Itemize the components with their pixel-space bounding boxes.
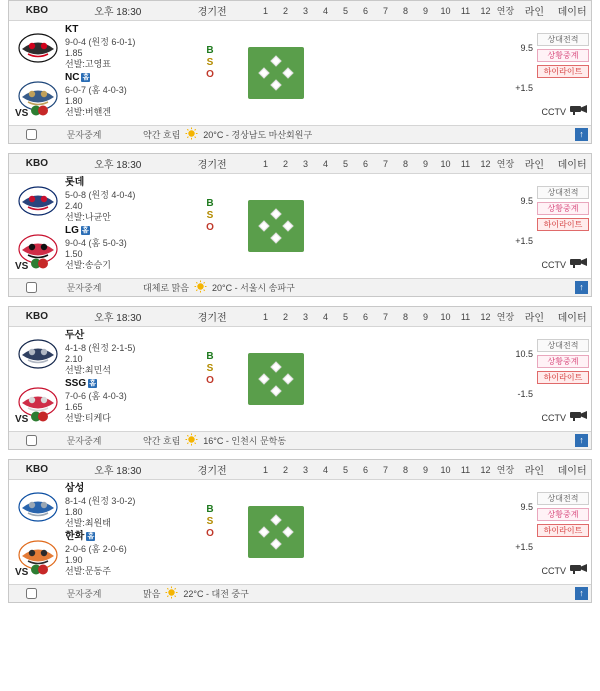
team-record: 5-0-8 (원정 4-0-4) [65, 189, 136, 200]
inning-header [254, 463, 516, 476]
weather-condition: 대체로 맑음 [143, 283, 189, 293]
team-info [61, 378, 127, 423]
action-buttons [537, 33, 589, 81]
inning-5: 5 [342, 464, 348, 475]
inning-2: 2 [282, 158, 288, 169]
out-indicator: O [206, 528, 214, 539]
game-card-body [9, 21, 591, 125]
weather-condition: 맑음 [143, 589, 161, 599]
team-era: 2.10 [65, 353, 83, 364]
select-checkbox-wrap [9, 588, 53, 599]
home-badge: 홈 [87, 533, 95, 541]
weather-info [115, 586, 591, 601]
odds-over: 9.5 [520, 502, 533, 512]
team-info [61, 330, 135, 375]
scroll-top-button[interactable]: ↑ [575, 281, 588, 294]
team-record: 7-0-6 (홈 4-0-3) [65, 390, 127, 401]
inning-2: 2 [282, 464, 288, 475]
weather-temp: 20°C - 서울시 송파구 [211, 283, 295, 293]
cctv-icon[interactable] [569, 409, 589, 427]
vs-icon [31, 410, 49, 428]
starting-pitcher: 선발:티케다 [65, 412, 111, 423]
inning-header [254, 310, 516, 323]
select-checkbox-wrap [9, 129, 53, 140]
team-era: 1.50 [65, 248, 83, 259]
textcast-button[interactable]: 문자중계 [66, 436, 102, 446]
team-record: 8-1-4 (원정 3-0-2) [65, 495, 136, 506]
inning-11: 11 [460, 311, 471, 322]
action-buttons [537, 186, 589, 234]
cctv-row[interactable] [542, 562, 590, 580]
inning-1: 1 [262, 311, 268, 322]
textcast-button[interactable]: 문자중계 [66, 283, 102, 293]
inning-8: 8 [402, 464, 408, 475]
base-diamond [231, 21, 321, 125]
diamond [248, 506, 304, 558]
cctv-label: CCTV [541, 260, 566, 270]
weather-info [115, 127, 591, 142]
cctv-icon[interactable] [569, 103, 589, 121]
spacer [321, 174, 491, 278]
weather-temp: 22°C - 대전 중구 [183, 589, 249, 599]
odds-panel [491, 174, 591, 278]
inning-7: 7 [382, 5, 388, 16]
team-info [61, 483, 135, 528]
home-badge: 홈 [82, 74, 90, 82]
team-info [61, 177, 135, 222]
team-name: LG 홈 [65, 225, 89, 237]
highlight-button[interactable]: 하이라이트 [537, 524, 589, 537]
inning-연장: 연장 [496, 6, 515, 16]
home-badge: 홈 [89, 380, 96, 388]
starting-pitcher: 선발:송승기 [65, 259, 111, 270]
inning-3: 3 [302, 5, 308, 16]
inning-10: 10 [440, 158, 451, 169]
out-indicator: O [206, 375, 214, 386]
inning-5: 5 [342, 311, 348, 322]
strike-indicator: S [206, 210, 214, 221]
team-era: 1.90 [65, 554, 83, 565]
vs-icon [31, 104, 49, 122]
diamond [248, 47, 304, 99]
cctv-row[interactable] [542, 103, 590, 121]
team-era: 1.85 [65, 47, 83, 58]
inning-9: 9 [422, 464, 428, 475]
game-card-header [9, 460, 591, 480]
inning-1: 1 [262, 158, 268, 169]
game-card-footer [9, 125, 591, 143]
inning-5: 5 [342, 5, 348, 16]
inning-6: 6 [362, 311, 368, 322]
live-broadcast-button[interactable]: 상황중계 [537, 508, 589, 521]
inning-1: 1 [262, 5, 268, 16]
vs-badge[interactable] [15, 563, 49, 581]
base-diamond [231, 174, 321, 278]
inning-8: 8 [402, 158, 408, 169]
team-name: 두산 [65, 330, 85, 342]
game-card-header [9, 154, 591, 174]
select-checkbox-wrap [9, 435, 53, 446]
league-label: KBO [25, 311, 48, 322]
team-record: 6-0-7 (홈 4-0-3) [65, 84, 127, 95]
inning-3: 3 [302, 464, 308, 475]
game-card-footer [9, 278, 591, 296]
team-row[interactable] [9, 482, 189, 530]
live-broadcast-button[interactable]: 상황중계 [537, 49, 589, 62]
cctv-label: CCTV [541, 413, 566, 423]
live-broadcast-button[interactable]: 상황중계 [537, 355, 589, 368]
game-card [8, 153, 592, 297]
game-card-body [9, 480, 591, 584]
vs-badge[interactable] [15, 257, 49, 275]
inning-9: 9 [422, 158, 428, 169]
strike-indicator: S [206, 516, 214, 527]
vs-badge[interactable] [15, 104, 49, 122]
inning-5: 5 [342, 158, 348, 169]
starting-pitcher: 선발:버핸겐 [65, 106, 111, 117]
inning-2: 2 [282, 5, 288, 16]
cctv-row[interactable] [542, 256, 590, 274]
odds-panel [491, 327, 591, 431]
weather-condition: 약간 흐림 [143, 130, 181, 140]
team-row[interactable] [9, 329, 189, 377]
odds-panel [491, 480, 591, 584]
sun-icon [194, 280, 207, 295]
inning-9: 9 [422, 5, 428, 16]
inning-10: 10 [440, 311, 451, 322]
inning-12: 12 [480, 311, 491, 322]
inning-2: 2 [282, 311, 288, 322]
strike-indicator: S [206, 363, 214, 374]
highlight-button[interactable]: 하이라이트 [537, 371, 589, 384]
inning-header [254, 157, 516, 170]
home-badge: 홈 [82, 227, 89, 235]
line-header: 라인 [524, 466, 545, 477]
team-record: 9-0-4 (원정 6-0-1) [65, 36, 136, 47]
game-card-header [9, 307, 591, 327]
inning-3: 3 [302, 158, 308, 169]
game-status: 경기전 [197, 466, 227, 477]
head-to-head-button[interactable]: 상대전적 [537, 492, 589, 505]
game-select-checkbox[interactable] [26, 588, 37, 599]
team-name: 삼성 [65, 483, 85, 495]
team-name: KT [65, 24, 79, 36]
team-era: 2.40 [65, 200, 83, 211]
game-card [8, 306, 592, 450]
team-name: NC 홈 [65, 72, 90, 84]
head-to-head-button[interactable]: 상대전적 [537, 33, 589, 46]
game-card-header [9, 1, 591, 21]
inning-연장: 연장 [496, 465, 515, 475]
team-name: SSG 홈 [65, 378, 96, 390]
cctv-icon[interactable] [569, 256, 589, 274]
textcast-button[interactable]: 문자중계 [66, 589, 102, 599]
scroll-top-button[interactable]: ↑ [575, 434, 588, 447]
inning-6: 6 [362, 464, 368, 475]
team-era: 1.65 [65, 401, 83, 412]
starting-pitcher: 선발:최원태 [65, 517, 111, 528]
inning-header [254, 4, 516, 17]
scroll-top-button[interactable]: ↑ [575, 128, 588, 141]
vs-icon [31, 257, 49, 275]
team-name: 한화 홈 [65, 531, 95, 543]
team-era: 1.80 [65, 95, 83, 106]
spacer [321, 327, 491, 431]
cctv-label: CCTV [541, 566, 566, 576]
odds-over: 9.5 [520, 196, 533, 206]
kt-wiz-logo [15, 26, 61, 68]
team-record: 4-1-8 (원정 2-1-5) [65, 342, 136, 353]
spacer [321, 480, 491, 584]
odds-under: +1.5 [515, 236, 533, 246]
inning-12: 12 [480, 158, 491, 169]
team-row[interactable] [9, 23, 189, 71]
sun-icon [185, 433, 198, 448]
highlight-button[interactable]: 하이라이트 [537, 65, 589, 78]
inning-연장: 연장 [496, 312, 515, 322]
starting-pitcher: 선발:고영표 [65, 58, 111, 69]
bso-count [189, 480, 231, 584]
bso-count [189, 174, 231, 278]
team-record: 9-0-4 (홈 5-0-3) [65, 237, 127, 248]
select-checkbox-wrap [9, 282, 53, 293]
team-info [61, 531, 127, 576]
team-info [61, 72, 127, 117]
starting-pitcher: 선발:나균안 [65, 211, 111, 222]
line-header: 라인 [524, 7, 545, 18]
inning-8: 8 [402, 5, 408, 16]
line-header: 라인 [524, 160, 545, 171]
vs-label: VS [15, 260, 29, 272]
inning-7: 7 [382, 158, 388, 169]
weather-condition: 약간 흐림 [143, 436, 181, 446]
samsung-lions-logo [15, 485, 61, 527]
odds-under: +1.5 [515, 83, 533, 93]
game-card [8, 459, 592, 603]
weather-info [115, 280, 591, 295]
inning-10: 10 [440, 5, 451, 16]
cctv-label: CCTV [541, 107, 566, 117]
game-status: 경기전 [197, 160, 227, 171]
starting-pitcher: 선발:최민석 [65, 364, 111, 375]
cctv-row[interactable] [542, 409, 590, 427]
sun-icon [185, 127, 198, 142]
inning-8: 8 [402, 311, 408, 322]
game-card-footer [9, 584, 591, 602]
bso-count [189, 327, 231, 431]
line-header: 라인 [524, 313, 545, 324]
inning-7: 7 [382, 464, 388, 475]
game-select-checkbox[interactable] [26, 282, 37, 293]
inning-9: 9 [422, 311, 428, 322]
league-label: KBO [25, 464, 48, 475]
data-header: 데이터 [557, 466, 587, 477]
odds-panel [491, 21, 591, 125]
vs-label: VS [15, 566, 29, 578]
ball-indicator: B [206, 45, 214, 56]
team-record: 2-0-6 (홈 2-0-6) [65, 543, 127, 554]
base-diamond [231, 327, 321, 431]
inning-4: 4 [322, 311, 328, 322]
ball-indicator: B [206, 351, 214, 362]
inning-7: 7 [382, 311, 388, 322]
game-status: 경기전 [197, 313, 227, 324]
team-name: 롯데 [65, 177, 85, 189]
inning-12: 12 [480, 464, 491, 475]
doosan-bears-logo [15, 332, 61, 374]
head-to-head-button[interactable]: 상대전적 [537, 339, 589, 352]
sun-icon [165, 586, 178, 601]
league-label: KBO [25, 5, 48, 16]
game-time: 오후 18:30 [94, 7, 142, 18]
vs-badge[interactable] [15, 410, 49, 428]
inning-4: 4 [322, 464, 328, 475]
lotte-giants-logo [15, 179, 61, 221]
diamond [248, 200, 304, 252]
team-info [61, 24, 135, 69]
inning-4: 4 [322, 158, 328, 169]
inning-4: 4 [322, 5, 328, 16]
highlight-button[interactable]: 하이라이트 [537, 218, 589, 231]
game-time: 오후 18:30 [94, 160, 142, 171]
cctv-icon[interactable] [569, 562, 589, 580]
weather-temp: 20°C - 경상남도 마산회원구 [203, 130, 313, 140]
inning-12: 12 [480, 5, 491, 16]
inning-11: 11 [460, 158, 471, 169]
ball-indicator: B [206, 504, 214, 515]
game-select-checkbox[interactable] [26, 435, 37, 446]
action-buttons [537, 492, 589, 540]
vs-icon [31, 563, 49, 581]
inning-1: 1 [262, 464, 268, 475]
game-status: 경기전 [197, 7, 227, 18]
game-card-footer [9, 431, 591, 449]
odds-under: +1.5 [515, 542, 533, 552]
inning-11: 11 [460, 5, 471, 16]
vs-label: VS [15, 413, 29, 425]
textcast-button[interactable]: 문자중계 [66, 130, 102, 140]
inning-6: 6 [362, 158, 368, 169]
base-diamond [231, 480, 321, 584]
team-info [61, 225, 127, 270]
ball-indicator: B [206, 198, 214, 209]
data-header: 데이터 [557, 160, 587, 171]
vs-label: VS [15, 107, 29, 119]
scroll-top-button[interactable]: ↑ [575, 587, 588, 600]
game-time: 오후 18:30 [94, 466, 142, 477]
inning-11: 11 [460, 464, 471, 475]
inning-연장: 연장 [496, 159, 515, 169]
odds-under: -1.5 [517, 389, 533, 399]
odds-over: 9.5 [520, 43, 533, 53]
spacer [321, 21, 491, 125]
league-label: KBO [25, 158, 48, 169]
out-indicator: O [206, 69, 214, 80]
data-header: 데이터 [557, 7, 587, 18]
head-to-head-button[interactable]: 상대전적 [537, 186, 589, 199]
inning-6: 6 [362, 5, 368, 16]
odds-over: 10.5 [515, 349, 533, 359]
weather-info [115, 433, 591, 448]
diamond [248, 353, 304, 405]
game-card-body [9, 327, 591, 431]
out-indicator: O [206, 222, 214, 233]
team-row[interactable] [9, 176, 189, 224]
game-card [8, 0, 592, 144]
inning-3: 3 [302, 311, 308, 322]
action-buttons [537, 339, 589, 387]
live-broadcast-button[interactable]: 상황중계 [537, 202, 589, 215]
game-time: 오후 18:30 [94, 313, 142, 324]
game-card-body [9, 174, 591, 278]
weather-temp: 16°C - 인천시 문학동 [203, 436, 287, 446]
data-header: 데이터 [557, 313, 587, 324]
strike-indicator: S [206, 57, 214, 68]
game-select-checkbox[interactable] [26, 129, 37, 140]
starting-pitcher: 선발:문동주 [65, 565, 111, 576]
bso-count [189, 21, 231, 125]
team-era: 1.80 [65, 506, 83, 517]
inning-10: 10 [440, 464, 451, 475]
